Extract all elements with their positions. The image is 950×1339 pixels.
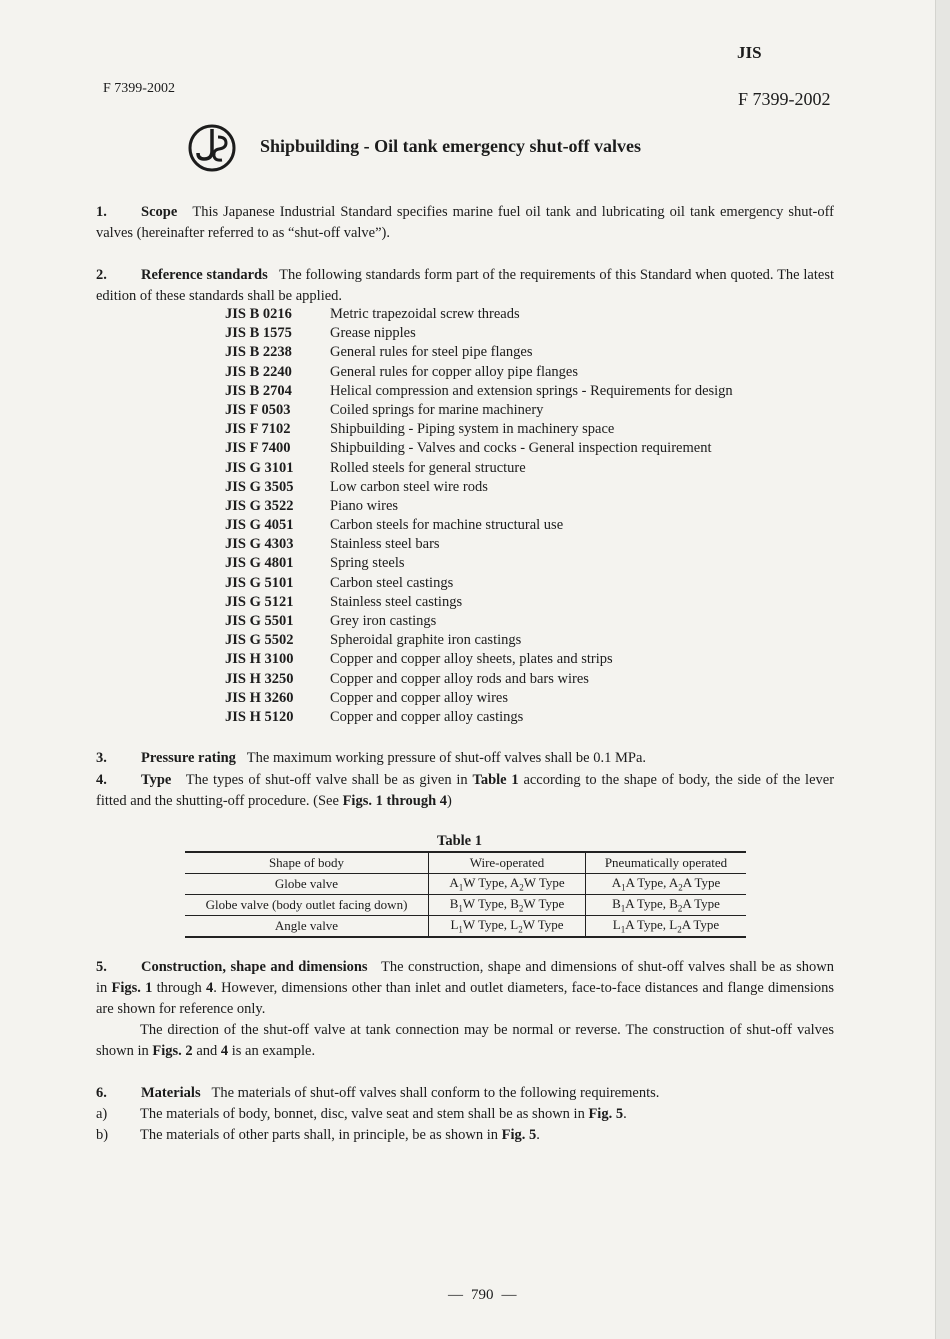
document-title: Shipbuilding - Oil tank emergency shut-off valves — [260, 136, 642, 156]
list-item — [225, 535, 733, 554]
standard-code: JIS H 5120 — [225, 708, 294, 725]
standard-title: General rules for steel pipe flanges — [330, 344, 533, 361]
reference-standards-list — [225, 305, 733, 727]
section-number: 5. — [96, 959, 107, 975]
section-number: 4. — [96, 772, 107, 788]
figure-reference: 4 — [220, 1043, 229, 1059]
page-edge-shadow — [935, 0, 950, 1339]
header-jis-label: JIS — [737, 43, 762, 62]
section-reference-standards — [96, 265, 834, 307]
section-heading: Pressure rating — [141, 750, 236, 766]
section-text: is an example. — [231, 1043, 316, 1059]
section-heading: Scope — [141, 204, 178, 220]
standard-code: JIS G 5101 — [225, 574, 294, 591]
list-item-text: The materials of other parts shall, in principle, be as shown in — [140, 1127, 498, 1143]
page-number-value: 790 — [471, 1287, 494, 1303]
header-standard-number-left: F 7399-2002 — [103, 81, 175, 96]
section-construction-paragraph-2 — [96, 1020, 834, 1062]
standard-title: Low carbon steel wire rods — [330, 478, 488, 495]
figure-reference: Fig. 5 — [588, 1106, 624, 1122]
section-pressure-rating — [96, 748, 834, 769]
list-item — [225, 382, 733, 401]
list-item — [225, 305, 733, 324]
standard-title: Coiled springs for marine machinery — [330, 401, 544, 418]
list-item — [225, 554, 733, 573]
section-heading: Materials — [141, 1085, 201, 1101]
section-scope — [96, 202, 834, 244]
list-item — [225, 631, 733, 650]
section-text: ) — [447, 793, 452, 809]
standard-code: JIS G 4801 — [225, 555, 294, 572]
standard-title: Copper and copper alloy sheets, plates and strips — [330, 651, 613, 668]
standard-title: Carbon steel castings — [330, 574, 454, 591]
list-item — [225, 650, 733, 669]
standard-code: JIS F 0503 — [225, 401, 291, 418]
list-item — [225, 689, 733, 708]
list-item — [225, 324, 733, 343]
standard-code: JIS B 2238 — [225, 344, 292, 361]
list-item — [225, 459, 733, 478]
table-cell-pneumatic: $B_1A$ Type, $B_2A$ Type — [586, 895, 747, 916]
standard-code: JIS G 5502 — [225, 632, 294, 649]
page-number: — 790 — — [448, 1287, 517, 1303]
list-item — [225, 574, 733, 593]
section-number: 2. — [96, 267, 107, 283]
table-cell-wire: $B_1W$ Type, $B_2W$ Type — [429, 895, 586, 916]
section-heading: Reference standards — [141, 267, 268, 283]
standard-code: JIS B 2704 — [225, 382, 292, 399]
figure-reference: Figs. 1 through 4 — [342, 793, 448, 809]
section-text: The following standards form part of the requirements of this Standard when quoted. The latest edition of these standards shall be applied. — [96, 267, 835, 304]
standard-title: Piano wires — [330, 497, 399, 514]
standard-code: JIS B 1575 — [225, 325, 292, 342]
standard-title: Copper and copper alloy wires — [330, 689, 508, 706]
list-item-text: The materials of body, bonnet, disc, valve seat and stem shall be as shown in — [140, 1106, 585, 1122]
list-item — [225, 708, 733, 727]
list-item — [225, 401, 733, 420]
standard-title: Copper and copper alloy castings — [330, 708, 524, 725]
standard-title: Grease nipples — [330, 325, 416, 342]
standard-code: JIS B 2240 — [225, 363, 292, 380]
standard-title: Spring steels — [330, 555, 405, 572]
valve-type-table — [185, 851, 746, 938]
standard-code: JIS F 7400 — [225, 440, 291, 457]
section-text: . However, dimensions other than inlet and outlet diameters, face-to-face distances and flange dimensions are shown for reference only. — [96, 980, 835, 1017]
section-text: The materials of shut-off valves shall conform to the following requirements. — [211, 1085, 660, 1101]
section-number: 1. — [96, 204, 107, 220]
table-row — [185, 874, 746, 895]
column-header: Wire-operated — [429, 852, 586, 874]
table-cell-wire: $L_1W$ Type, $L_2W$ Type — [429, 916, 586, 938]
section-number: 6. — [96, 1085, 107, 1101]
figure-reference: Fig. 5 — [501, 1127, 537, 1143]
standard-code: JIS G 3505 — [225, 478, 294, 495]
table-header-row — [185, 852, 746, 874]
list-item-label: b) — [96, 1127, 109, 1143]
section-text: The types of shut-off valve shall be as given in — [185, 772, 468, 788]
section-text: The construction, shape and dimensions of shut-off valves shall be as shown in — [96, 959, 834, 996]
standard-code: JIS B 0216 — [225, 306, 292, 322]
standard-title: Carbon steels for machine structural use — [330, 517, 564, 534]
list-item — [225, 497, 733, 516]
figure-reference: 4 — [205, 980, 214, 996]
standard-title: Helical compression and extension springs - Requirements for design — [330, 382, 733, 399]
list-item — [225, 478, 733, 497]
table-cell-shape: Globe valve (body outlet facing down) — [185, 895, 429, 916]
list-item — [225, 343, 733, 362]
standard-code: JIS H 3250 — [225, 670, 294, 687]
standard-title: Copper and copper alloy rods and bars wires — [330, 670, 589, 687]
list-item — [225, 439, 733, 458]
section-type — [96, 770, 834, 812]
table-row — [185, 895, 746, 916]
table-cell-shape: Angle valve — [185, 916, 429, 938]
table-row — [185, 916, 746, 938]
jis-mark-logo — [186, 121, 238, 173]
standard-title: General rules for copper alloy pipe flanges — [330, 363, 579, 380]
table-cell-shape: Globe valve — [185, 874, 429, 895]
table-cell-wire: $A_1W$ Type, $A_2W$ Type — [429, 874, 586, 895]
standard-code: JIS G 4051 — [225, 517, 294, 534]
list-item-label: a) — [96, 1106, 108, 1122]
column-header: Pneumatically operated — [586, 852, 747, 874]
section-construction — [96, 957, 834, 1020]
table-cell-pneumatic: $L_1A$ Type, $L_2A$ Type — [586, 916, 747, 938]
standard-code: JIS G 3522 — [225, 497, 294, 514]
standard-code: JIS G 5501 — [225, 613, 294, 629]
section-text: according to the shape of body, the side of the lever fitted and the shutting-off procedure. (See — [96, 772, 835, 809]
list-item — [225, 670, 733, 689]
table-caption: Table 1 — [437, 833, 482, 849]
standard-title: Metric trapezoidal screw threads — [330, 306, 520, 322]
section-number: 3. — [96, 750, 107, 766]
column-header: Shape of body — [185, 852, 429, 874]
list-item: b) The materials of other parts shall, in principle, be as shown in Fig. 5. — [96, 1125, 834, 1146]
standard-code: JIS G 3101 — [225, 459, 294, 476]
standard-code: JIS H 3260 — [225, 689, 294, 706]
section-text: This Japanese Industrial Standard specifies marine fuel oil tank and lubricating oil tank emergency shut-off valves (hereinafter referred to as “shut-off valve”). — [96, 204, 834, 241]
figure-reference: Figs. 2 — [152, 1043, 193, 1059]
section-heading: Construction, shape and dimensions — [141, 959, 368, 975]
table-cell-pneumatic: $A_1A$ Type, $A_2A$ Type — [586, 874, 747, 895]
standard-code: JIS G 4303 — [225, 536, 294, 553]
list-item — [225, 420, 733, 439]
standard-code: JIS H 3100 — [225, 651, 294, 668]
standard-code: JIS F 7102 — [225, 421, 291, 438]
list-item — [225, 612, 733, 631]
header-standard-number-right: F 7399-2002 — [738, 89, 831, 109]
standard-code: JIS G 5121 — [225, 593, 294, 610]
standard-title: Stainless steel castings — [330, 593, 463, 610]
standard-title: Stainless steel bars — [330, 536, 440, 553]
section-text: The direction of the shut-off valve at tank connection may be normal or reverse. The construction of shut-off valves shown in — [96, 1022, 834, 1059]
section-text: The maximum working pressure of shut-off valves shall be 0.1 MPa. — [246, 750, 647, 766]
section-text: and — [196, 1043, 218, 1059]
section-text: through — [156, 980, 202, 996]
figure-reference: Figs. 1 — [111, 980, 153, 996]
standard-title: Shipbuilding - Valves and cocks - General inspection requirement — [330, 440, 712, 457]
list-item — [225, 593, 733, 612]
list-item: a) The materials of body, bonnet, disc, valve seat and stem shall be as shown in Fig. 5. — [96, 1104, 834, 1125]
standard-title: Spheroidal graphite iron castings — [330, 632, 522, 649]
standard-title: Shipbuilding - Piping system in machinery space — [330, 421, 615, 438]
standard-title: Grey iron castings — [330, 613, 437, 629]
section-materials — [96, 1083, 834, 1104]
section-heading: Type — [141, 772, 172, 788]
table-reference: Table 1 — [472, 772, 519, 788]
list-item — [225, 516, 733, 535]
standard-title: Rolled steels for general structure — [330, 459, 526, 476]
list-item — [225, 363, 733, 382]
